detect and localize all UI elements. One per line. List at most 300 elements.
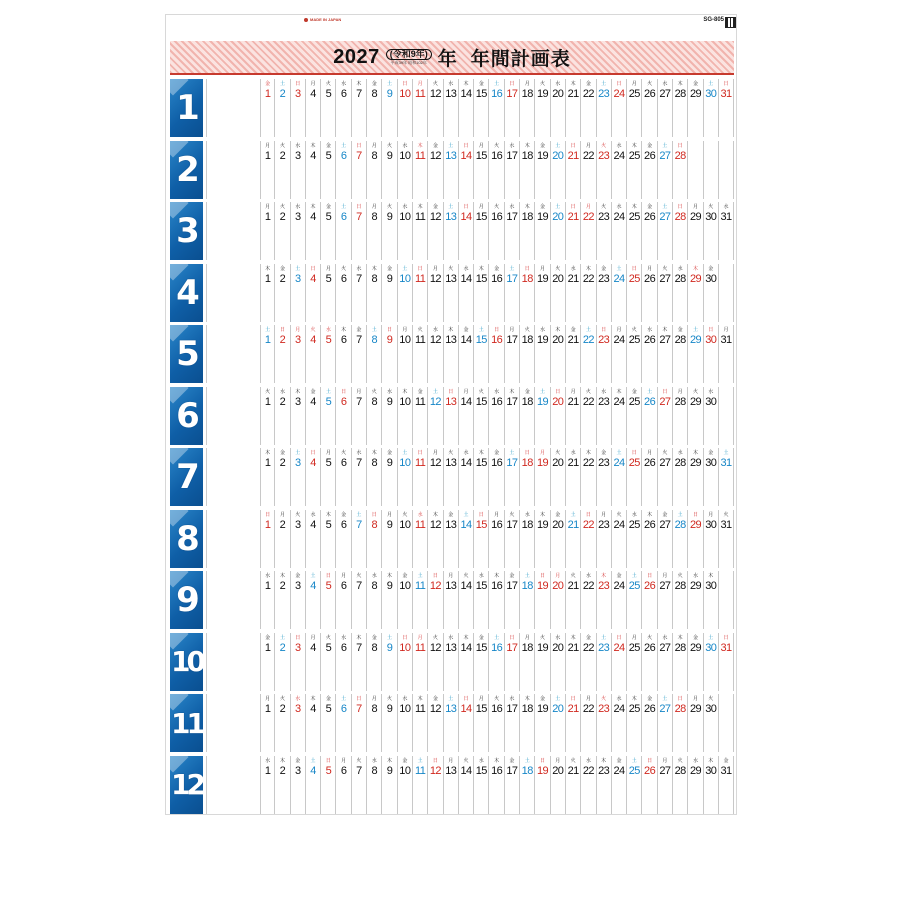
day-cell[interactable]	[612, 571, 627, 629]
day-cell[interactable]	[367, 141, 382, 199]
day-cell[interactable]	[642, 202, 657, 260]
day-cell[interactable]	[627, 387, 642, 445]
day-cell[interactable]	[535, 387, 550, 445]
day-cell[interactable]	[581, 571, 596, 629]
day-cell[interactable]	[673, 510, 688, 568]
day-cell[interactable]	[489, 387, 504, 445]
day-cell[interactable]	[275, 387, 290, 445]
day-cell[interactable]	[551, 264, 566, 322]
day-cell[interactable]	[321, 325, 336, 383]
day-cell[interactable]	[291, 387, 306, 445]
day-cell[interactable]	[382, 264, 397, 322]
day-cell[interactable]	[642, 141, 657, 199]
day-cell[interactable]	[704, 141, 719, 199]
day-cell[interactable]	[704, 510, 719, 568]
day-cell[interactable]	[444, 264, 459, 322]
day-cell[interactable]	[581, 510, 596, 568]
day-cell[interactable]	[382, 756, 397, 814]
day-cell[interactable]	[275, 633, 290, 691]
day-cell[interactable]	[535, 633, 550, 691]
day-cell[interactable]	[306, 756, 321, 814]
day-cell[interactable]	[275, 325, 290, 383]
day-cell[interactable]	[413, 448, 428, 506]
day-cell[interactable]	[627, 264, 642, 322]
day-cell[interactable]	[306, 694, 321, 752]
day-cell[interactable]	[505, 448, 520, 506]
day-cell[interactable]	[688, 141, 703, 199]
day-cell[interactable]	[306, 510, 321, 568]
day-cell[interactable]	[336, 202, 351, 260]
day-cell[interactable]	[520, 510, 535, 568]
day-cell[interactable]	[489, 79, 504, 137]
day-cell[interactable]	[428, 264, 443, 322]
day-cell[interactable]	[398, 448, 413, 506]
day-cell[interactable]	[597, 448, 612, 506]
day-cell[interactable]	[306, 387, 321, 445]
day-cell[interactable]	[551, 571, 566, 629]
day-cell[interactable]	[688, 633, 703, 691]
day-cell[interactable]	[459, 448, 474, 506]
day-cell[interactable]	[336, 387, 351, 445]
day-cell[interactable]	[612, 510, 627, 568]
day-cell[interactable]	[398, 633, 413, 691]
day-cell[interactable]	[428, 325, 443, 383]
day-cell[interactable]	[673, 448, 688, 506]
day-cell[interactable]	[413, 202, 428, 260]
day-cell[interactable]	[260, 633, 275, 691]
day-cell[interactable]	[704, 264, 719, 322]
day-cell[interactable]	[444, 756, 459, 814]
day-cell[interactable]	[291, 141, 306, 199]
day-cell[interactable]	[581, 448, 596, 506]
day-cell[interactable]	[444, 141, 459, 199]
day-cell[interactable]	[658, 694, 673, 752]
day-cell[interactable]	[597, 141, 612, 199]
day-cell[interactable]	[627, 756, 642, 814]
day-cell[interactable]	[612, 325, 627, 383]
day-cell[interactable]	[291, 202, 306, 260]
day-cell[interactable]	[398, 387, 413, 445]
day-cell[interactable]	[581, 325, 596, 383]
day-cell[interactable]	[382, 448, 397, 506]
day-cell[interactable]	[612, 756, 627, 814]
day-cell[interactable]	[352, 264, 367, 322]
day-cell[interactable]	[459, 141, 474, 199]
day-cell[interactable]	[291, 448, 306, 506]
day-cell[interactable]	[597, 387, 612, 445]
day-cell[interactable]	[505, 202, 520, 260]
day-cell[interactable]	[581, 756, 596, 814]
day-cell[interactable]	[367, 202, 382, 260]
day-cell[interactable]	[520, 202, 535, 260]
day-cell[interactable]	[520, 756, 535, 814]
day-cell[interactable]	[459, 202, 474, 260]
day-cell[interactable]	[612, 633, 627, 691]
day-cell[interactable]	[719, 571, 734, 629]
day-cell[interactable]	[719, 694, 734, 752]
day-cell[interactable]	[398, 202, 413, 260]
day-cell[interactable]	[367, 387, 382, 445]
day-cell[interactable]	[382, 510, 397, 568]
day-cell[interactable]	[673, 387, 688, 445]
day-cell[interactable]	[459, 325, 474, 383]
day-cell[interactable]	[275, 264, 290, 322]
day-cell[interactable]	[291, 79, 306, 137]
day-cell[interactable]	[398, 694, 413, 752]
day-cell[interactable]	[306, 264, 321, 322]
day-cell[interactable]	[551, 448, 566, 506]
day-cell[interactable]	[275, 694, 290, 752]
day-cell[interactable]	[489, 510, 504, 568]
day-cell[interactable]	[719, 510, 734, 568]
day-cell[interactable]	[597, 264, 612, 322]
day-cell[interactable]	[520, 694, 535, 752]
day-cell[interactable]	[382, 202, 397, 260]
day-cell[interactable]	[474, 510, 489, 568]
day-cell[interactable]	[306, 79, 321, 137]
day-cell[interactable]	[321, 694, 336, 752]
day-cell[interactable]	[642, 448, 657, 506]
day-cell[interactable]	[489, 694, 504, 752]
day-cell[interactable]	[444, 448, 459, 506]
day-cell[interactable]	[260, 141, 275, 199]
day-cell[interactable]	[352, 448, 367, 506]
day-cell[interactable]	[474, 633, 489, 691]
day-cell[interactable]	[336, 756, 351, 814]
day-cell[interactable]	[367, 448, 382, 506]
day-cell[interactable]	[336, 633, 351, 691]
day-cell[interactable]	[658, 633, 673, 691]
day-cell[interactable]	[673, 325, 688, 383]
day-cell[interactable]	[673, 202, 688, 260]
day-cell[interactable]	[291, 571, 306, 629]
day-cell[interactable]	[306, 448, 321, 506]
day-cell[interactable]	[688, 79, 703, 137]
day-cell[interactable]	[352, 633, 367, 691]
day-cell[interactable]	[321, 448, 336, 506]
day-cell[interactable]	[474, 79, 489, 137]
day-cell[interactable]	[551, 694, 566, 752]
day-cell[interactable]	[719, 633, 734, 691]
day-cell[interactable]	[459, 387, 474, 445]
day-cell[interactable]	[642, 387, 657, 445]
day-cell[interactable]	[520, 633, 535, 691]
day-cell[interactable]	[459, 79, 474, 137]
day-cell[interactable]	[413, 325, 428, 383]
day-cell[interactable]	[704, 448, 719, 506]
day-cell[interactable]	[673, 694, 688, 752]
day-cell[interactable]	[704, 694, 719, 752]
day-cell[interactable]	[321, 264, 336, 322]
day-cell[interactable]	[336, 510, 351, 568]
day-cell[interactable]	[612, 264, 627, 322]
day-cell[interactable]	[291, 264, 306, 322]
day-cell[interactable]	[382, 325, 397, 383]
day-cell[interactable]	[581, 387, 596, 445]
day-cell[interactable]	[428, 448, 443, 506]
day-cell[interactable]	[428, 633, 443, 691]
day-cell[interactable]	[444, 202, 459, 260]
day-cell[interactable]	[321, 141, 336, 199]
day-cell[interactable]	[474, 141, 489, 199]
day-cell[interactable]	[321, 633, 336, 691]
day-cell[interactable]	[489, 141, 504, 199]
day-cell[interactable]	[658, 510, 673, 568]
day-cell[interactable]	[612, 694, 627, 752]
day-cell[interactable]	[688, 448, 703, 506]
day-cell[interactable]	[505, 325, 520, 383]
day-cell[interactable]	[688, 571, 703, 629]
day-cell[interactable]	[336, 79, 351, 137]
day-cell[interactable]	[291, 325, 306, 383]
day-cell[interactable]	[428, 510, 443, 568]
day-cell[interactable]	[566, 387, 581, 445]
day-cell[interactable]	[719, 141, 734, 199]
day-cell[interactable]	[275, 571, 290, 629]
day-cell[interactable]	[382, 79, 397, 137]
day-cell[interactable]	[642, 756, 657, 814]
day-cell[interactable]	[260, 756, 275, 814]
day-cell[interactable]	[551, 510, 566, 568]
day-cell[interactable]	[688, 264, 703, 322]
day-cell[interactable]	[260, 79, 275, 137]
day-cell[interactable]	[306, 141, 321, 199]
day-cell[interactable]	[413, 387, 428, 445]
day-cell[interactable]	[581, 633, 596, 691]
day-cell[interactable]	[260, 202, 275, 260]
day-cell[interactable]	[505, 510, 520, 568]
day-cell[interactable]	[719, 202, 734, 260]
day-cell[interactable]	[474, 325, 489, 383]
day-cell[interactable]	[688, 387, 703, 445]
day-cell[interactable]	[474, 571, 489, 629]
day-cell[interactable]	[352, 79, 367, 137]
day-cell[interactable]	[612, 141, 627, 199]
day-cell[interactable]	[551, 387, 566, 445]
day-cell[interactable]	[535, 694, 550, 752]
day-cell[interactable]	[306, 633, 321, 691]
day-cell[interactable]	[321, 756, 336, 814]
day-cell[interactable]	[505, 141, 520, 199]
day-cell[interactable]	[505, 387, 520, 445]
day-cell[interactable]	[688, 510, 703, 568]
day-cell[interactable]	[597, 510, 612, 568]
day-cell[interactable]	[627, 325, 642, 383]
day-cell[interactable]	[673, 756, 688, 814]
day-cell[interactable]	[398, 325, 413, 383]
day-cell[interactable]	[489, 202, 504, 260]
day-cell[interactable]	[489, 571, 504, 629]
day-cell[interactable]	[459, 510, 474, 568]
day-cell[interactable]	[520, 264, 535, 322]
day-cell[interactable]	[535, 571, 550, 629]
day-cell[interactable]	[413, 756, 428, 814]
day-cell[interactable]	[535, 325, 550, 383]
day-cell[interactable]	[459, 756, 474, 814]
day-cell[interactable]	[367, 756, 382, 814]
day-cell[interactable]	[336, 448, 351, 506]
day-cell[interactable]	[627, 202, 642, 260]
day-cell[interactable]	[535, 264, 550, 322]
day-cell[interactable]	[658, 325, 673, 383]
day-cell[interactable]	[321, 387, 336, 445]
day-cell[interactable]	[444, 633, 459, 691]
day-cell[interactable]	[627, 141, 642, 199]
day-cell[interactable]	[642, 571, 657, 629]
day-cell[interactable]	[581, 141, 596, 199]
day-cell[interactable]	[260, 448, 275, 506]
day-cell[interactable]	[658, 141, 673, 199]
day-cell[interactable]	[535, 79, 550, 137]
day-cell[interactable]	[566, 264, 581, 322]
day-cell[interactable]	[520, 448, 535, 506]
day-cell[interactable]	[489, 325, 504, 383]
day-cell[interactable]	[413, 510, 428, 568]
day-cell[interactable]	[688, 202, 703, 260]
day-cell[interactable]	[704, 387, 719, 445]
day-cell[interactable]	[489, 633, 504, 691]
day-cell[interactable]	[627, 633, 642, 691]
day-cell[interactable]	[704, 571, 719, 629]
day-cell[interactable]	[489, 448, 504, 506]
day-cell[interactable]	[413, 571, 428, 629]
day-cell[interactable]	[551, 756, 566, 814]
day-cell[interactable]	[428, 756, 443, 814]
day-cell[interactable]	[642, 694, 657, 752]
day-cell[interactable]	[535, 202, 550, 260]
day-cell[interactable]	[505, 571, 520, 629]
day-cell[interactable]	[581, 202, 596, 260]
day-cell[interactable]	[474, 694, 489, 752]
day-cell[interactable]	[673, 264, 688, 322]
day-cell[interactable]	[367, 694, 382, 752]
day-cell[interactable]	[336, 694, 351, 752]
day-cell[interactable]	[688, 694, 703, 752]
day-cell[interactable]	[719, 448, 734, 506]
day-cell[interactable]	[658, 202, 673, 260]
day-cell[interactable]	[505, 79, 520, 137]
day-cell[interactable]	[581, 79, 596, 137]
day-cell[interactable]	[336, 264, 351, 322]
day-cell[interactable]	[321, 571, 336, 629]
day-cell[interactable]	[535, 756, 550, 814]
day-cell[interactable]	[658, 79, 673, 137]
day-cell[interactable]	[719, 387, 734, 445]
day-cell[interactable]	[505, 633, 520, 691]
day-cell[interactable]	[597, 79, 612, 137]
day-cell[interactable]	[704, 756, 719, 814]
day-cell[interactable]	[291, 694, 306, 752]
day-cell[interactable]	[413, 264, 428, 322]
day-cell[interactable]	[520, 325, 535, 383]
day-cell[interactable]	[566, 571, 581, 629]
day-cell[interactable]	[597, 325, 612, 383]
day-cell[interactable]	[352, 694, 367, 752]
day-cell[interactable]	[459, 571, 474, 629]
day-cell[interactable]	[398, 264, 413, 322]
day-cell[interactable]	[642, 264, 657, 322]
day-cell[interactable]	[688, 325, 703, 383]
day-cell[interactable]	[444, 79, 459, 137]
day-cell[interactable]	[505, 694, 520, 752]
day-cell[interactable]	[597, 633, 612, 691]
day-cell[interactable]	[612, 79, 627, 137]
day-cell[interactable]	[336, 571, 351, 629]
day-cell[interactable]	[642, 79, 657, 137]
day-cell[interactable]	[474, 202, 489, 260]
day-cell[interactable]	[535, 141, 550, 199]
day-cell[interactable]	[551, 141, 566, 199]
day-cell[interactable]	[673, 633, 688, 691]
day-cell[interactable]	[551, 79, 566, 137]
day-cell[interactable]	[413, 141, 428, 199]
day-cell[interactable]	[382, 633, 397, 691]
day-cell[interactable]	[505, 756, 520, 814]
day-cell[interactable]	[352, 325, 367, 383]
day-cell[interactable]	[597, 571, 612, 629]
day-cell[interactable]	[489, 264, 504, 322]
day-cell[interactable]	[444, 325, 459, 383]
day-cell[interactable]	[413, 79, 428, 137]
day-cell[interactable]	[367, 571, 382, 629]
day-cell[interactable]	[444, 694, 459, 752]
day-cell[interactable]	[658, 448, 673, 506]
day-cell[interactable]	[428, 79, 443, 137]
day-cell[interactable]	[428, 694, 443, 752]
day-cell[interactable]	[642, 325, 657, 383]
day-cell[interactable]	[566, 141, 581, 199]
day-cell[interactable]	[413, 694, 428, 752]
day-cell[interactable]	[658, 264, 673, 322]
day-cell[interactable]	[719, 79, 734, 137]
day-cell[interactable]	[551, 633, 566, 691]
day-cell[interactable]	[474, 264, 489, 322]
day-cell[interactable]	[597, 694, 612, 752]
day-cell[interactable]	[352, 387, 367, 445]
day-cell[interactable]	[673, 79, 688, 137]
day-cell[interactable]	[382, 694, 397, 752]
day-cell[interactable]	[275, 510, 290, 568]
day-cell[interactable]	[321, 79, 336, 137]
day-cell[interactable]	[275, 79, 290, 137]
day-cell[interactable]	[581, 694, 596, 752]
day-cell[interactable]	[260, 510, 275, 568]
day-cell[interactable]	[444, 571, 459, 629]
day-cell[interactable]	[719, 325, 734, 383]
day-cell[interactable]	[459, 633, 474, 691]
day-cell[interactable]	[551, 202, 566, 260]
day-cell[interactable]	[291, 756, 306, 814]
day-cell[interactable]	[428, 141, 443, 199]
day-cell[interactable]	[474, 387, 489, 445]
day-cell[interactable]	[658, 756, 673, 814]
day-cell[interactable]	[612, 387, 627, 445]
day-cell[interactable]	[398, 141, 413, 199]
day-cell[interactable]	[352, 202, 367, 260]
day-cell[interactable]	[321, 510, 336, 568]
day-cell[interactable]	[612, 202, 627, 260]
day-cell[interactable]	[566, 202, 581, 260]
day-cell[interactable]	[551, 325, 566, 383]
day-cell[interactable]	[704, 79, 719, 137]
day-cell[interactable]	[566, 79, 581, 137]
day-cell[interactable]	[520, 79, 535, 137]
day-cell[interactable]	[474, 756, 489, 814]
day-cell[interactable]	[597, 202, 612, 260]
day-cell[interactable]	[566, 510, 581, 568]
day-cell[interactable]	[474, 448, 489, 506]
day-cell[interactable]	[398, 571, 413, 629]
